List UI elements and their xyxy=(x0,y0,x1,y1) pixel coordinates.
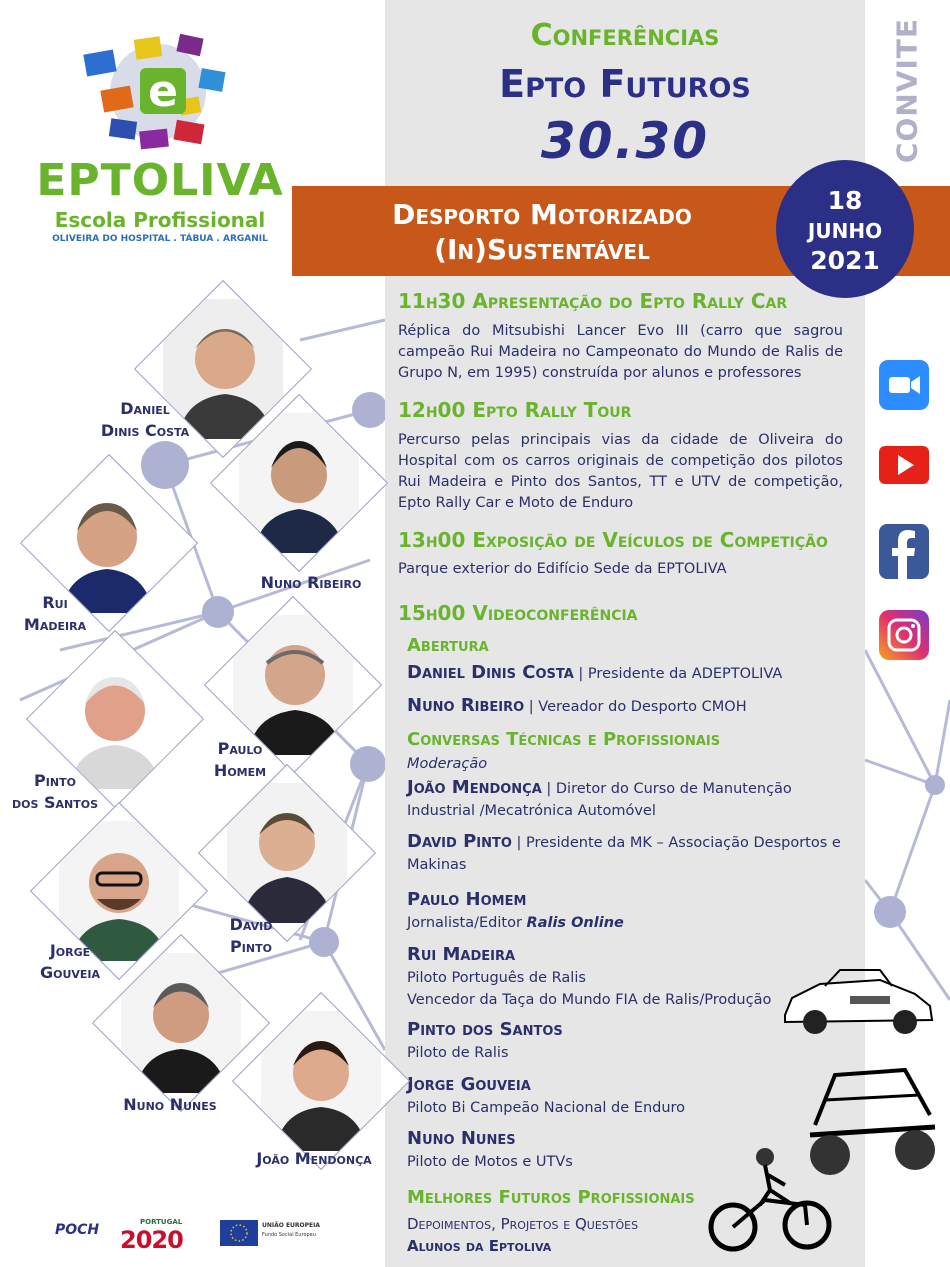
eu-flag-icon xyxy=(220,1220,258,1246)
entry-nuno-nunes-role: Piloto de Motos e UTVs xyxy=(407,1154,573,1170)
moderation-label: Moderação xyxy=(407,756,488,772)
speaker-label-joao: João Mendonça xyxy=(256,1149,372,1168)
speaker-label-rui-1: Rui xyxy=(42,593,68,612)
best-line-2: Alunos da Eptoliva xyxy=(407,1237,552,1255)
entry-david-role: | Presidente da MK – Associação Desportos e Makinas xyxy=(407,835,841,873)
entry-joao-name: João Mendonça xyxy=(407,777,542,798)
portugal-2020-logo xyxy=(120,1218,205,1254)
date-year: 2021 xyxy=(810,246,880,275)
facebook-icon[interactable] xyxy=(879,524,929,579)
entry-jorge-role: Piloto Bi Campeão Nacional de Enduro xyxy=(407,1100,686,1116)
enduro-bike-icon xyxy=(705,1145,835,1255)
speaker-label-pinto-1: Pinto xyxy=(34,771,76,790)
speaker-label-pinto-2: dos Santos xyxy=(12,793,98,812)
eptoliva-logo-icon xyxy=(80,30,230,150)
speaker-label-nuno-ribeiro: Nuno Ribeiro xyxy=(260,573,362,592)
entry-nuno-ribeiro-role: | Vereador do Desporto CMOH xyxy=(524,699,747,715)
entry-paulo-role: Jornalista/Editor xyxy=(407,915,527,931)
logo-name: EPTOLIVA xyxy=(36,155,284,206)
logo-subtitle: Escola Profissional xyxy=(54,208,266,232)
speaker-label-paulo-1: Paulo xyxy=(217,739,263,758)
youtube-icon[interactable] xyxy=(879,440,929,490)
subtitle-best-professionals: Melhores Futuros Profissionais xyxy=(407,1187,695,1208)
entry-daniel-name: Daniel Dinis Costa xyxy=(407,662,574,683)
subtitle-talks: Conversas Técnicas e Profissionais xyxy=(407,729,721,750)
logo-places: OLIVEIRA DO HOSPITAL . TÁBUA . ARGANIL xyxy=(52,234,268,244)
entry-nuno-ribeiro xyxy=(407,695,847,718)
theme-line-2: (In)Sustentável xyxy=(434,233,650,266)
section-text-exhibition: Parque exterior do Edifício Sede da EPTOLIVA xyxy=(398,561,727,577)
speaker-label-daniel-2: Dinis Costa xyxy=(100,421,190,440)
speaker-label-rui xyxy=(15,592,95,636)
date-month: JUNHO xyxy=(807,219,883,243)
conference-label: Conferências xyxy=(530,18,720,53)
poch-logo: POCH xyxy=(55,1222,100,1238)
section-title-rally-tour: 12h00 Epto Rally Tour xyxy=(398,398,632,422)
entry-paulo-media: Ralis Online xyxy=(526,915,624,931)
svg-text:e: e xyxy=(148,66,178,117)
portugal-2020-top: PORTUGAL xyxy=(140,1218,183,1226)
speaker-label-jorge-1: Jorge xyxy=(49,941,91,960)
speaker-label-jorge-2: Gouveia xyxy=(39,963,101,982)
speaker-label-paulo-2: Homem xyxy=(213,761,267,780)
speaker-label-rui-2: Madeira xyxy=(23,615,87,634)
section-title-exhibition: 13h00 Exposição de Veículos de Competição xyxy=(398,528,828,552)
speaker-label-david-1: David xyxy=(229,915,273,934)
rally-car-icon xyxy=(780,960,940,1042)
zoom-icon[interactable] xyxy=(879,360,929,410)
entry-joao-role: | Diretor do Curso de Manutenção Industrial /Mecatrónica Automóvel xyxy=(407,781,792,819)
conference-edition: 30.30 xyxy=(540,112,710,170)
date-badge xyxy=(776,160,914,298)
subtitle-opening: Abertura xyxy=(407,635,489,656)
instagram-icon[interactable] xyxy=(879,610,929,660)
speaker-label-david-2: Pinto xyxy=(230,937,272,956)
speaker-label-jorge xyxy=(28,940,112,984)
entry-nuno-nunes-name: Nuno Nunes xyxy=(407,1128,516,1149)
speaker-label-nuno-nunes: Nuno Nunes xyxy=(123,1095,217,1114)
date-day: 18 xyxy=(827,186,863,215)
best-line-1: Depoimentos, Projetos e Questões xyxy=(407,1215,639,1233)
section-title-rally-car: 11h30 Apresentação do Epto Rally Car xyxy=(398,289,788,313)
conference-name: Epto Futuros xyxy=(499,62,751,106)
entry-rui-name: Rui Madeira xyxy=(407,944,516,965)
entry-joao xyxy=(407,777,807,822)
theme-line-1: Desporto Motorizado xyxy=(392,198,692,231)
portugal-2020-number: 2020 xyxy=(120,1226,183,1254)
entry-paulo xyxy=(407,889,847,934)
invite-text: CONVITE xyxy=(890,17,924,164)
speaker-label-david xyxy=(215,914,287,958)
entry-david-name: David Pinto xyxy=(407,831,512,852)
section-title-videoconference: 15h00 Videoconferência xyxy=(398,601,638,625)
entry-pinto-name: Pinto dos Santos xyxy=(407,1019,563,1040)
speaker-label-daniel-1: Daniel xyxy=(120,399,170,418)
entry-nuno-ribeiro-name: Nuno Ribeiro xyxy=(407,695,525,716)
entry-paulo-name: Paulo Homem xyxy=(407,889,527,910)
entry-daniel xyxy=(407,662,847,685)
entry-jorge xyxy=(407,1074,847,1119)
eu-text-2: Fundo Social Europeu xyxy=(262,1232,316,1238)
section-text-rally-tour: Percurso pelas principais vias da cidade de Oliveira do Hospital com os carros originais de competição dos pilotos Rui Madeira e Pinto dos Santos, TT e UTV de competição, Epto Rally Car e Moto de Enduro xyxy=(398,432,843,511)
entry-pinto-role: Piloto de Ralis xyxy=(407,1045,509,1061)
invite-label xyxy=(876,17,936,170)
entry-rui-role-1: Piloto Português de Ralis xyxy=(407,970,586,986)
speaker-label-paulo xyxy=(200,738,280,782)
speaker-label-pinto xyxy=(5,770,105,814)
entry-daniel-role: | Presidente da ADEPTOLIVA xyxy=(573,666,783,682)
section-text-rally-car: Réplica do Mitsubishi Lancer Evo III (carro que sagrou campeão Rui Madeira no Campeonato do Mundo de Ralis de Grupo N, em 1995) construída por alunos e professores xyxy=(398,323,843,381)
speaker-label-daniel xyxy=(100,398,190,442)
entry-rui-role-2: Vencedor da Taça do Mundo FIA de Ralis/Produção xyxy=(407,992,772,1008)
entry-jorge-name: Jorge Gouveia xyxy=(407,1074,531,1095)
eu-text-1: UNIÃO EUROPEIA xyxy=(262,1222,321,1229)
entry-david xyxy=(407,831,842,876)
